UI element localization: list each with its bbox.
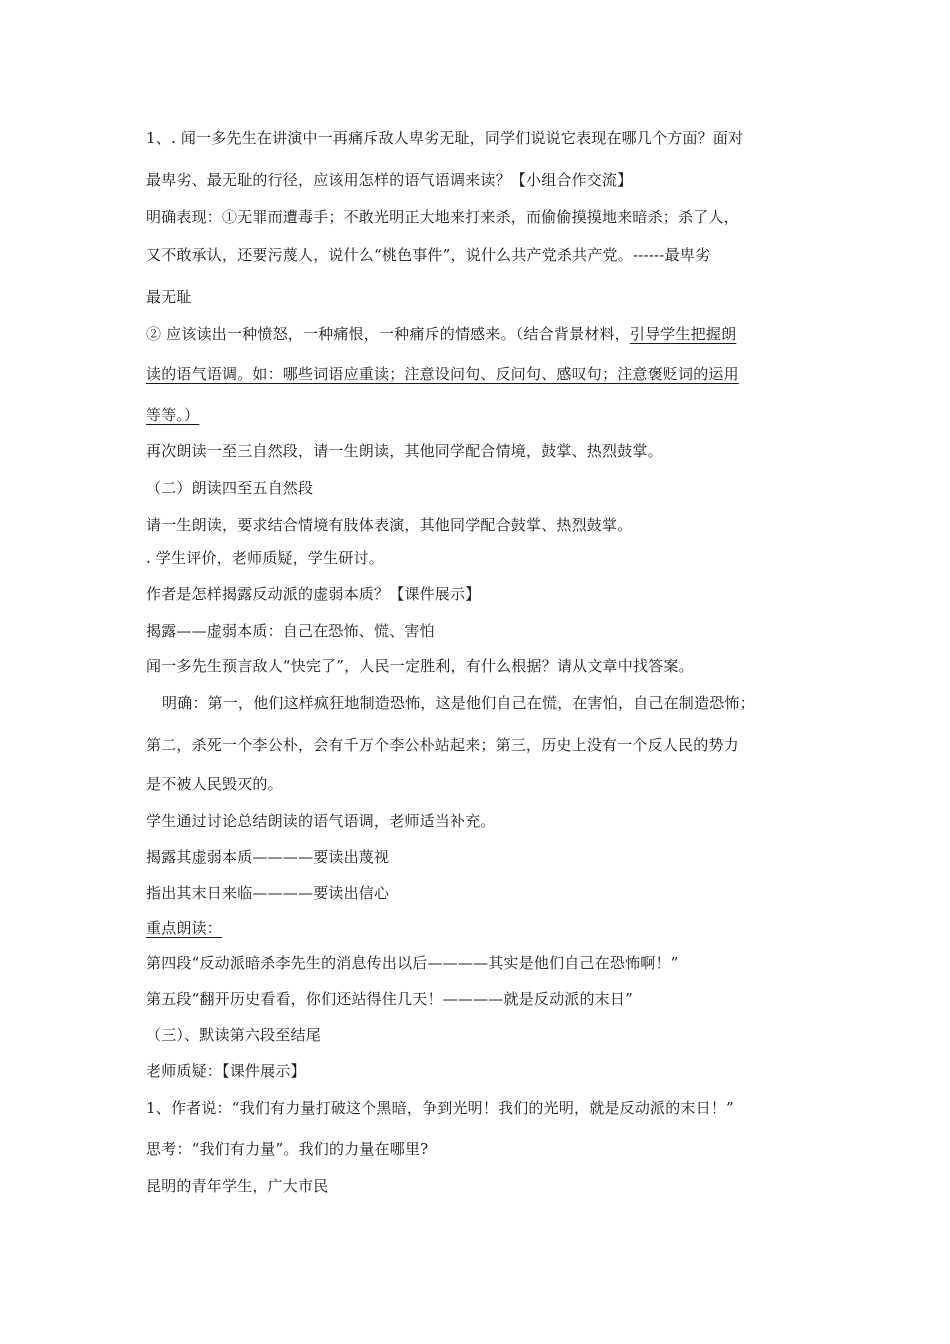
paragraph-line: 闻一多先生预言敌人“快完了”，人民一定胜利，有什么根据？请从文章中找答案。 <box>146 657 694 675</box>
underlined-line: 等等。） <box>146 406 200 424</box>
paragraph-line: 最无耻 <box>146 288 192 306</box>
paragraph-line: 揭露——虚弱本质：自己在恐怖、慌、害怕 <box>146 622 435 640</box>
paragraph-line: 思考：“我们有力量”。我们的力量在哪里? <box>146 1140 429 1158</box>
paragraph-text: ② 应该读出一种愤怒，一种痛恨，一种痛斥的情感来。（结合背景材料， <box>146 325 630 343</box>
paragraph-line: 指出其末日来临————要读出信心 <box>146 884 390 902</box>
underlined-line: 读的语气语调。如：哪些词语应重读；注意设问句、反问句、感叹句；注意褒贬词的运用 <box>146 365 739 383</box>
paragraph-line: 1、. 闻一多先生在讲演中一再痛斥敌人卑劣无耻，同学们说说它表现在哪几个方面？面对 <box>146 129 744 147</box>
paragraph-line: 学生通过讨论总结朗读的语气语调，老师适当补充。 <box>146 812 496 830</box>
paragraph-line: . 学生评价，老师质疑，学生研讨。 <box>146 549 384 567</box>
paragraph-line: 昆明的青年学生，广大市民 <box>146 1177 329 1195</box>
paragraph-line: 明确：第一，他们这样疯狂地制造恐怖，这是他们自己在慌，在害怕，自己在制造恐怖； <box>162 694 755 712</box>
paragraph-line: 揭露其虚弱本质————要读出蔑视 <box>146 848 390 866</box>
section-heading: （三）、默读第六段至结尾 <box>146 1026 321 1044</box>
paragraph-line: 第四段“反动派暗杀李先生的消息传出以后————其实是他们自己在恐怖啊！” <box>146 954 679 972</box>
paragraph-line: 第五段“翻开历史看看，你们还站得住几天！————就是反动派的末日” <box>146 990 633 1008</box>
underlined-text: 引导学生把握朗 <box>629 325 737 343</box>
underlined-heading: 重点朗读： <box>146 919 223 937</box>
paragraph-line: 再次朗读一至三自然段，请一生朗读，其他同学配合情境，鼓掌、热烈鼓掌。 <box>146 442 663 460</box>
paragraph-line: 是不被人民毁灭的。 <box>146 775 283 793</box>
paragraph-line: 最卑劣、最无耻的行径，应该用怎样的语气语调来读？【小组合作交流】 <box>146 171 633 189</box>
paragraph-line: 请一生朗读，要求结合情境有肢体表演，其他同学配合鼓掌、热烈鼓掌。 <box>146 516 633 534</box>
paragraph-line: 第二，杀死一个李公朴，会有千万个李公朴站起来；第三，历史上没有一个反人民的势力 <box>146 736 739 754</box>
paragraph-line: 明确表现：①无罪而遭毒手；不敢光明正大地来打来杀，而偷偷摸摸地来暗杀；杀了人， <box>146 208 739 226</box>
section-heading: （二）朗读四至五自然段 <box>146 479 314 497</box>
paragraph-line: 1、作者说：“我们有力量打破这个黑暗，争到光明！我们的光明，就是反动派的末日！” <box>146 1099 734 1117</box>
paragraph-line <box>146 324 736 344</box>
paragraph-line: 又不敢承认，还要污蔑人，说什么“桃色事件”，说什么共产党杀共产党。------最卑劣 <box>146 246 711 264</box>
paragraph-line: 老师质疑：【课件展示】 <box>146 1062 306 1080</box>
paragraph-line: 作者是怎样揭露反动派的虚弱本质？【课件展示】 <box>146 585 481 603</box>
